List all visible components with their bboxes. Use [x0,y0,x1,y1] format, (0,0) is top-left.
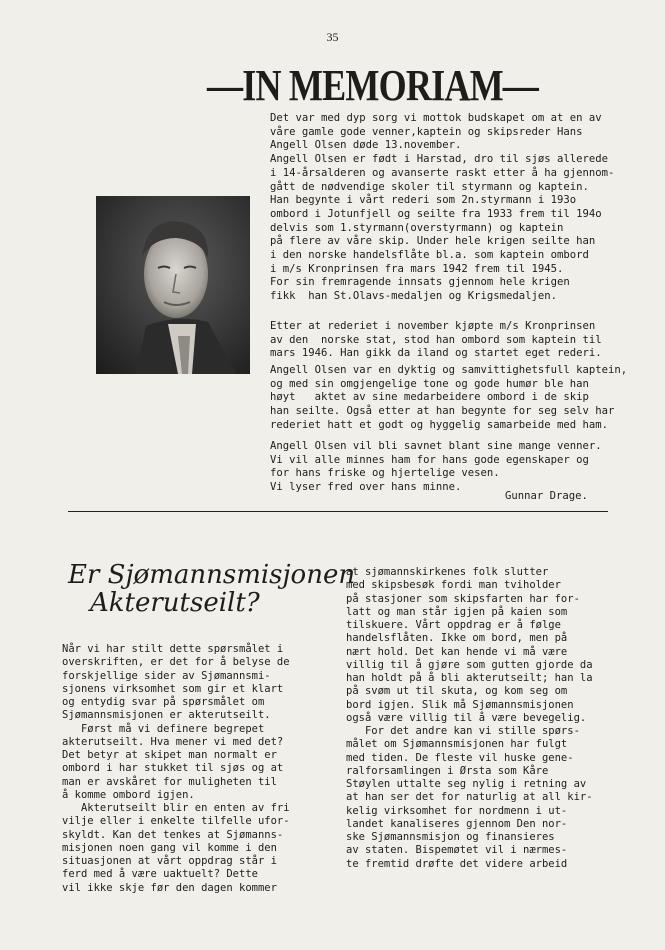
page-number: 35 [326,30,339,44]
article-title-line-1: Er Sjømannsmisjonen [68,560,356,590]
memoriam-paragraph-3: Angell Olsen var en dyktig og samvittighetsfull kaptein, og med sin omgjengelige tone og gode humør ble han høyt aktet av sine medarbeidere ombord i de skip han seilte. Også etter at han begynte for seg selv har rederiet hatt et godt og hyggelig samarbeide med ham. [270,364,628,431]
article-left-column: Når vi har stilt dette spørsmålet i overskriften, er det for å belyse de forskjellige sider av Sjømannsmi- sjonens virksomhet som gir et klart og entydig svar på spørsmålet om Sjømannsmisjonen er akterutseilt. Først må vi definere begrepet akterutseilt. Hva mener vi med det? Det betyr at skipet man normalt er ombord i har stukket til sjøs og at man er avskåret for muligheten til å komme ombord igjen. Akterutseilt blir en enten av fri vilje eller i enkelte tilfelle ufor- skyldt. Kan det tenkes at Sjømanns- misjonen noen gang vil komme i den situasjonen at vårt oppdrag står i ferd med å være uaktuelt? Dette vil ikke skje før den dagen kommer [62,643,290,894]
section-divider [68,511,608,512]
article-right-column: at sjømannskirkenes folk slutter med skipsbesøk fordi man tviholder på stasjoner som skipsfarten har for- latt og man står igjen på kaien som tilskuere. Vårt oppdrag er å følge handelsflåten. Ikke om bord, men på nært hold. Det kan hende vi må være villig til å gjøre som gutten gjorde da han holdt på å bli akterutseilt; han la på svøm ut til skuta, og kom seg om bord igjen. Slik må Sjømannsmisjonen også være villig til å være bevegelig. For det andre kan vi stille spørs- målet om Sjømannsmisjonen har fulgt med tiden. De fleste vil huske gene- ralforsamlingen i Ørsta som Kåre Støylen uttalte seg nylig i retning av at han ser det for naturlig at all kir- kelig virksomhet for nordmenn i ut- landet kanaliseres gjennom Den nor- ske Sjømannsmisjon og finansieres av staten. Bispemøtet vil i nærmes- te fremtid drøfte det videre arbeid [346,566,593,870]
article-title-line-2: Akterutseilt? [90,588,260,618]
portrait-image [96,196,250,374]
memoriam-paragraph-1: Det var med dyp sorg vi mottok budskapet om at en av våre gamle gode venner,kaptein og skipsreder Hans Angell Olsen døde 13.november. Angell Olsen er født i Harstad, dro til sjøs allerede i 14-årsalderen og avanserte raskt etter å ha gjennom- gått de nødvendige skoler til styrmann og kaptein. Han begynte i vårt rederi som 2n.styrmann i 193o ombord i Jotunfjell og seilte fra 1933 frem til 194o delvis som 1.styrmann(overstyrmann) og kaptein på flere av våre skip. Under hele krigen seilte han i den norske handelsflåte bl.a. som kaptein ombord i m/s Kronprinsen fra mars 1942 frem til 1945. For sin fremragende innsats gjennom hele krigen fikk han St.Olavs-medaljen og Krigsmedaljen. [270,112,615,303]
memoriam-headline: —IN MEMORIAM— [207,61,539,110]
memoriam-signature: Gunnar Drage. [505,490,588,502]
memoriam-paragraph-2: Etter at rederiet i november kjøpte m/s Kronprinsen av den norske stat, stod han ombord som kaptein til mars 1946. Han gikk da iland og startet eget rederi. [270,320,602,360]
portrait-photo [96,196,250,374]
memoriam-paragraph-4: Angell Olsen vil bli savnet blant sine mange venner. Vi vil alle minnes ham for hans gode egenskaper og for hans friske og hjertelige vesen. Vi lyser fred over hans minne. [270,440,602,494]
